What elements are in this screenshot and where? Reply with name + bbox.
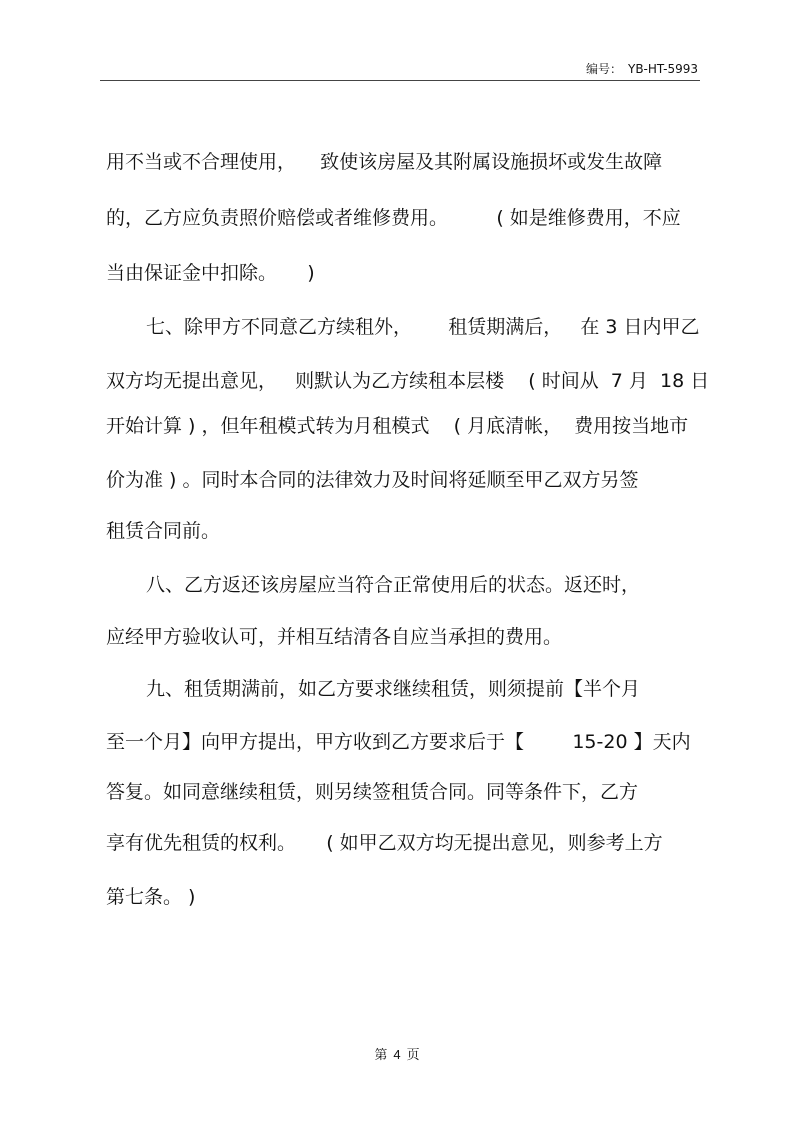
page-suffix: 页: [406, 1048, 420, 1063]
body-line: 八、乙方返还该房屋应当符合正常使用后的状态。返还时，: [146, 574, 641, 596]
body-line: 九、租赁期满前，如乙方要求继续租赁，则须提前【半个月: [146, 678, 641, 700]
body-line: 开始计算 ) ，但年租模式转为月租模式 ( 月底清帐， 费用按当地市: [106, 415, 689, 437]
body-line: 用不当或不合理使用， 致使该房屋及其附属设施损坏或发生故障: [106, 151, 663, 173]
body-line: 应经甲方验收认可，并相互结清各自应当承担的费用。: [106, 626, 563, 648]
body-line: 至一个月】向甲方提出，甲方收到乙方要求后于【 15-20 】天内: [106, 731, 691, 753]
document-number-value: YB-HT-5993: [627, 62, 698, 76]
page-footer: [0, 1044, 794, 1063]
document-number-label: 编号：: [585, 62, 622, 76]
page-prefix: 第: [374, 1048, 388, 1063]
body-line: 双方均无提出意见， 则默认为乙方续租本层楼 ( 时间从 7 月 18 日: [106, 370, 710, 392]
page-header: [100, 56, 700, 81]
body-line: 享有优先租赁的权利。 ( 如甲乙双方均无提出意见，则参考上方: [106, 832, 663, 854]
body-line: 租赁合同前。: [106, 520, 221, 542]
body-line: 第七条。 ): [106, 886, 196, 908]
document-number: [586, 60, 698, 77]
body-line: 七、除甲方不同意乙方续租外， 租赁期满后， 在 3 日内甲乙: [146, 316, 700, 338]
page-number: 4: [393, 1047, 401, 1062]
body-line: 答复。如同意继续租赁，则另续签租赁合同。同等条件下，乙方: [106, 781, 639, 803]
body-line: 的，乙方应负责照价赔偿或者维修费用。 ( 如是维修费用，不应: [106, 207, 681, 229]
body-line: 价为准 ) 。同时本合同的法律效力及时间将延顺至甲乙双方另签: [106, 469, 639, 491]
body-line: 当由保证金中扣除。 ): [106, 262, 315, 284]
